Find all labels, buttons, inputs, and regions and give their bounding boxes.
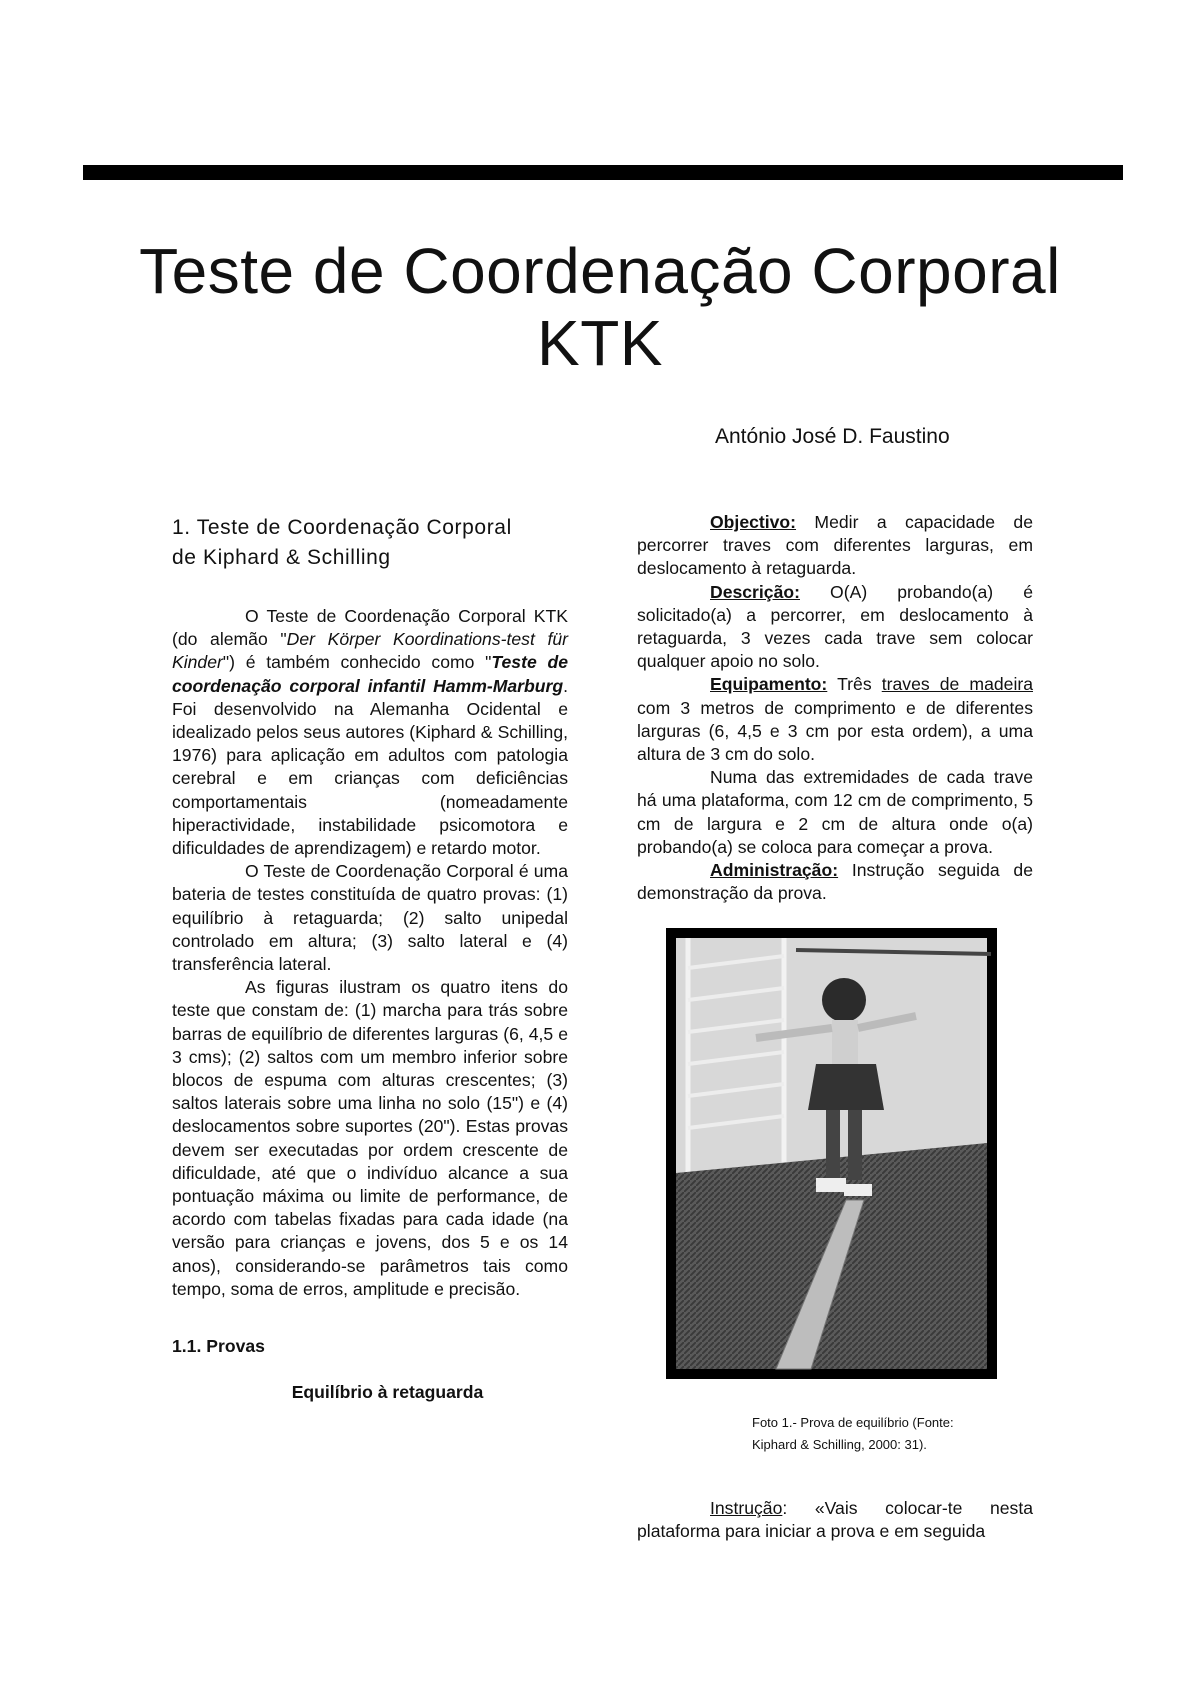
photo-caption bbox=[752, 1412, 1012, 1456]
author-name: António José D. Faustino bbox=[715, 425, 950, 448]
section-heading-line-2: de Kiphard & Schilling bbox=[172, 546, 391, 569]
instrucao-text: : «Vais colocar-te nesta plataforma para iniciar a prova e em seguida bbox=[637, 1498, 1033, 1542]
administracao-label: Administração: bbox=[710, 860, 839, 881]
equipamento-text-a: Três bbox=[827, 674, 882, 695]
intro-test-name: Teste de coordenação corporal infantil Hamm-Marburg bbox=[172, 652, 568, 696]
caption-line-2: Kiphard & Schilling, 2000: 31). bbox=[752, 1437, 927, 1452]
intro-paragraph bbox=[172, 605, 568, 860]
subsection-subheading: Equilíbrio à retaguarda bbox=[291, 1382, 484, 1403]
intro-text-b: ") é também conhecido como " bbox=[222, 652, 492, 673]
caption-line-1: Foto 1.- Prova de equilíbrio (Fonte: bbox=[752, 1415, 954, 1430]
equipamento-underlined: traves de madeira bbox=[881, 674, 1033, 695]
title-line-2: KTK bbox=[537, 307, 663, 379]
equipamento-text-b: com 3 metros de comprimento e de diferentes larguras (6, 4,5 e 3 cm por esta ordem), a uma altura de 3 cm do solo. bbox=[637, 697, 1033, 765]
figures-paragraph: As figuras ilustram os quatro itens do teste que constam de: (1) marcha para trás sobre barras de equilíbrio de diferentes larguras (6, 4,5 e 3 cms); (2) saltos com um membro inferior sobre blocos de espuma com alturas crescentes; (3) saltos laterais sobre uma linha no solo (15") e (4) deslocamentos sobre suportes (20"). Estas provas devem ser executadas por ordem crescente de dificuldade, até que o indivíduo alcance a sua pontuação máxima ou limite de performance, de acordo com tabelas fixadas para cada idade (na versão para crianças e jovens, dos 5 e os 14 anos), considerando-se parâmetros tais como tempo, soma de erros, amplitude e precisão. bbox=[172, 977, 568, 1299]
descricao-text: O(A) probando(a) é solicitado(a) a percorrer, em deslocamento à retaguarda, 3 vezes cada trave sem colocar qualquer apoio no solo. bbox=[637, 581, 1033, 672]
objectivo-paragraph bbox=[637, 511, 1033, 581]
intro-text-c: . Foi desenvolvido na Alemanha Ocidental e idealizado pelos seus autores (Kiphard & Schilling, 1976) para aplicação em adultos com patologia cerebral e em crianças com deficiências comportamentais (nomeadamente hiperactividade, instabilidade psicomotora e dificuldades de aprendizagem) e retardo motor. bbox=[172, 675, 568, 859]
header-rule bbox=[83, 165, 1123, 180]
left-column bbox=[172, 513, 568, 1405]
administracao-text: Instrução seguida de demonstração da prova. bbox=[637, 860, 1033, 904]
equipamento-label: Equipamento: bbox=[710, 674, 828, 695]
administracao-paragraph bbox=[637, 859, 1033, 905]
intro-text-a: O Teste de Coordenação Corporal KTK (do alemão " bbox=[172, 606, 568, 650]
page-title bbox=[0, 235, 1200, 379]
equipamento-paragraph bbox=[637, 673, 1033, 766]
battery-paragraph: O Teste de Coordenação Corporal é uma bateria de testes constituída de quatro provas: (1) equilíbrio à retaguarda; (2) salto unipedal controlado em altura; (3) salto lateral e (4) transferência lateral. bbox=[172, 861, 568, 975]
objectivo-label: Objectivo: bbox=[710, 512, 797, 532]
descricao-paragraph bbox=[637, 581, 1033, 674]
photo-illustration bbox=[666, 928, 997, 1379]
plataforma-paragraph: Numa das extremidades de cada trave há uma plataforma, com 12 cm de comprimento, 5 cm de largura e 2 cm de altura onde o(a) probando(a) se coloca para começar a prova. bbox=[637, 767, 1033, 857]
instrucao-block bbox=[637, 1497, 1033, 1543]
subsection-heading: 1.1. Provas bbox=[172, 1336, 265, 1357]
right-column bbox=[637, 511, 1033, 905]
intro-german-title: Der Körper Koordinations-test für Kinder bbox=[172, 629, 568, 673]
instrucao-label: Instrução bbox=[710, 1498, 783, 1518]
objectivo-text: Medir a capacidade de percorrer traves com diferentes larguras, em deslocamento à retaguarda. bbox=[637, 512, 1033, 579]
balance-test-photo bbox=[666, 928, 997, 1379]
title-line-1: Teste de Coordenação Corporal bbox=[139, 235, 1061, 307]
section-heading bbox=[172, 513, 568, 573]
section-heading-line-1: 1. Teste de Coordenação Corporal bbox=[172, 516, 512, 539]
instrucao-paragraph bbox=[637, 1497, 1033, 1543]
descricao-label: Descrição: bbox=[710, 581, 800, 602]
